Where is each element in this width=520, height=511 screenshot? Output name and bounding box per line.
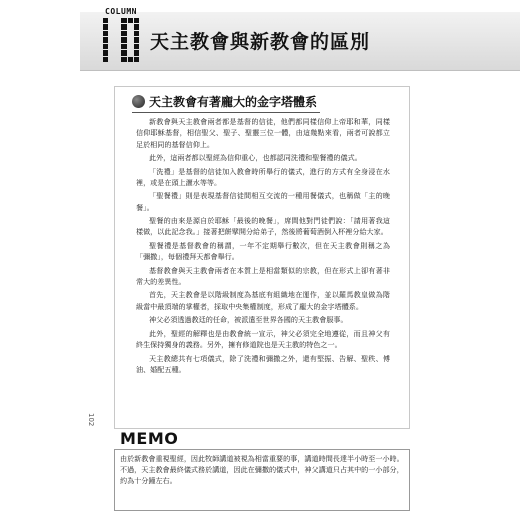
paragraph: 此外，這兩者都以聖經為信仰重心，也都認同洗禮和聖餐禮的儀式。 — [149, 153, 362, 163]
paragraph: 「聖餐禮」則是表現基督信徒間相互交流的一種用餐儀式，也稱做「主的晚餐」。 — [136, 191, 390, 212]
paragraph: 聖餐禮是基督教會的稱謂，一年不定期舉行數次，但在天主教會則稱之為「彌撒」，每個禮拜天都會舉行。 — [136, 240, 390, 262]
bullet-dot-icon — [132, 95, 145, 108]
page-number: 102 — [87, 413, 95, 427]
column-label: COLUMN — [105, 7, 137, 16]
paragraph: 新教會與天主教會兩者都是基督的信徒，他們都同樣信仰上帝耶和華，同樣信仰耶穌基督，相信聖父、聖子、聖靈三位一體，由這幾點來看，兩者可說都立足於相同的基督信仰上。 — [136, 117, 390, 149]
column-number-icon — [103, 18, 139, 62]
paragraph: 此外，聖經的解釋也是由教會統一宣示，神父必須完全地遵從，而且神父有終生保持獨身的義務。另外，擁有修道院也是天主教的特色之一。 — [136, 328, 390, 350]
article-body — [136, 116, 390, 377]
paragraph: 基督教會與天主教會兩者在本質上是相當類似的宗教，但在形式上卻有著非常大的差異性。 — [136, 265, 390, 286]
paragraph: 神父必須透過教廷的任命，被派遣至世界各國的天主教會服事。 — [149, 315, 348, 325]
paragraph: 聖餐的由來是源自於耶穌「最後的晚餐」，席間他對門徒們說：「請用著我這樣做，以此記念我。」接著把餅擘開分給弟子，然後將葡萄酒倒入杯裡分給大家。 — [136, 216, 390, 237]
memo-text: 由於新教會重視聖經，因此牧師講道被視為相當重要的事，講道時間長達半小時至一小時。不過，天主教會最終儀式務於講道，因此在彌撒的儀式中，神父講道只占其中的一小部分，約為十分鐘左右。 — [120, 454, 404, 485]
paragraph: 「洗禮」是基督的信徒加入教會時所舉行的儀式，進行的方式有全身浸在水裡，或是在頭上灑水等等。 — [136, 166, 390, 187]
memo-label: MEMO — [120, 429, 179, 448]
paragraph: 天主教總共有七項儀式，除了洗禮和彌撒之外，還有堅振、告解、聖秩、傅油、婚配五種。 — [136, 353, 390, 374]
page-title: 天主教會與新教會的區別 — [150, 31, 371, 53]
section-heading — [132, 94, 320, 113]
paragraph: 首先，天主教會是以階級制度為基底有組織地在運作，並以羅馬教皇做為階級當中最頂端的掌權者，採取中央集權制度，形成了龐大的金字塔體系。 — [136, 290, 390, 311]
section-title: 天主教會有著龐大的金字塔體系 — [149, 95, 318, 109]
column-badge — [98, 6, 144, 64]
